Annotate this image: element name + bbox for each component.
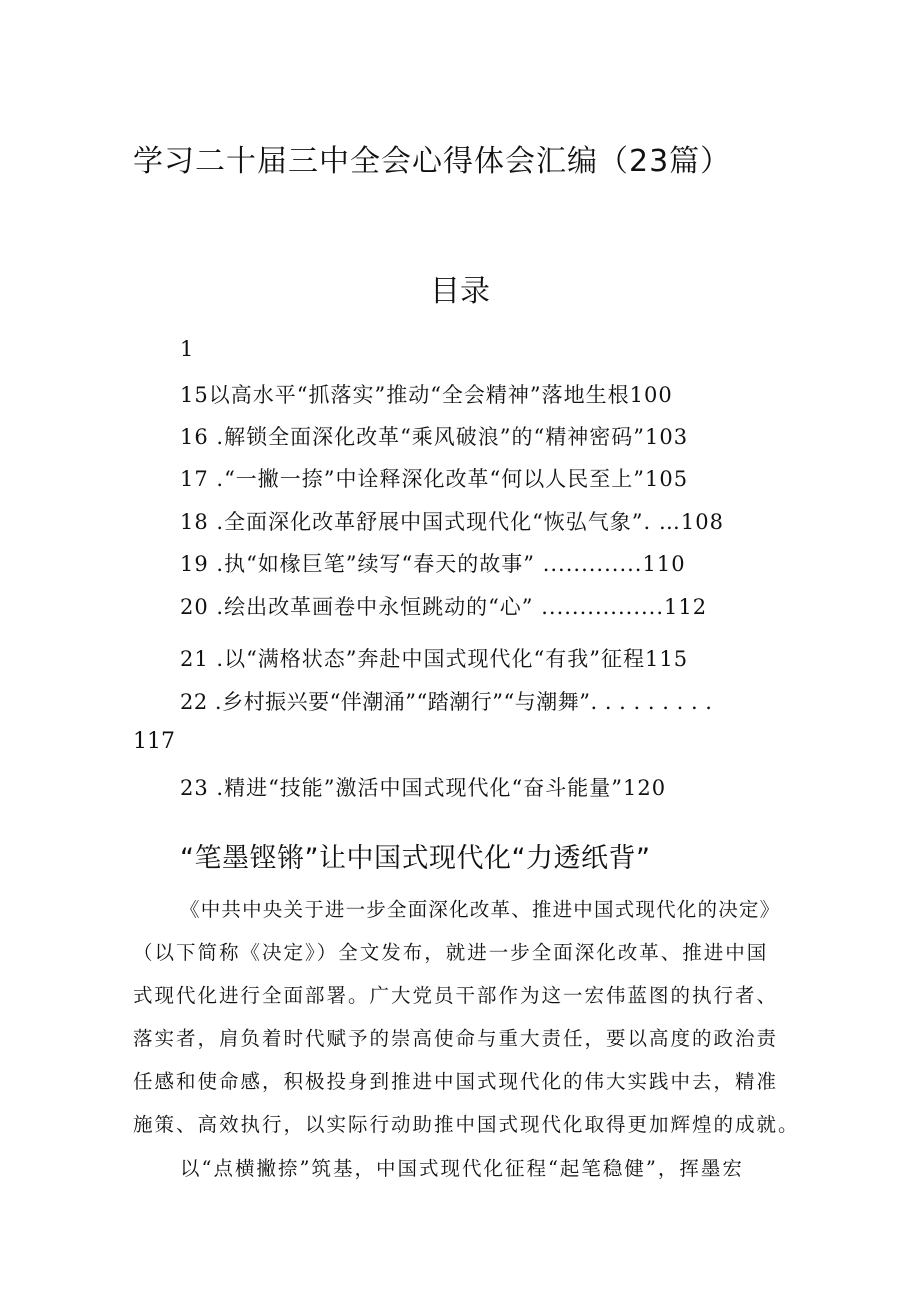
toc-heading: 目录 [430,274,490,309]
toc-item[interactable]: 23 .精进“技能”激活中国式现代化“奋斗能量”120 [180,776,667,800]
toc-item-page-wrap: 117 [133,729,175,754]
paragraph-line: 施策、高效执行，以实际行动助推中国式现代化取得更加辉煌的成就。 [133,1113,800,1136]
article-title: “笔墨铿锵”让中国式现代化“力透纸背” [180,843,651,874]
document-title: 学习二十届三中全会心得体会汇编（23篇） [133,144,732,179]
toc-item[interactable]: 15以高水平“抓落实”推动“全会精神”落地生根100 [180,383,673,407]
paragraph-line: （以下简称《决定》）全文发布，就进一步全面深化改革、推进中国 [133,941,769,964]
paragraph-line: 《中共中央关于进一步全面深化改革、推进中国式现代化的决定》 [180,898,781,921]
toc-item[interactable]: 17 .“一撇一捺”中诠释深化改革“何以人民至上”105 [180,467,689,491]
toc-item[interactable]: 18 .全面深化改革舒展中国式现代化“恢弘气象”. …108 [180,510,724,534]
paragraph-line: 式现代化进行全面部署。广大党员干部作为这一宏伟蓝图的执行者、 [133,984,779,1007]
toc-item[interactable]: 22 .乡村振兴要“伴潮涌”“踏潮行”“与潮舞”. . . . . . . . . [180,690,713,714]
toc-item[interactable]: 16 .解锁全面深化改革“乘风破浪”的“精神密码”103 [180,425,689,449]
toc-item[interactable]: 21 .以“满格状态”奔赴中国式现代化“有我”征程115 [180,647,689,671]
toc-item[interactable]: 19 .执“如椽巨笔”续写“春天的故事” .............110 [180,552,686,576]
paragraph-line: 以“点横撇捺”筑基，中国式现代化征程“起笔稳健”，挥墨宏 [180,1157,744,1180]
paragraph-line: 落实者，肩负着时代赋予的崇高使命与重大责任，要以高度的政治责 [133,1027,779,1050]
toc-item[interactable]: 1 [180,337,195,361]
toc-item[interactable]: 20 .绘出改革画卷中永恒跳动的“心” ................112 [180,595,708,619]
paragraph-line: 任感和使命感，积极投身到推进中国式现代化的伟大实践中去，精准 [133,1070,779,1093]
